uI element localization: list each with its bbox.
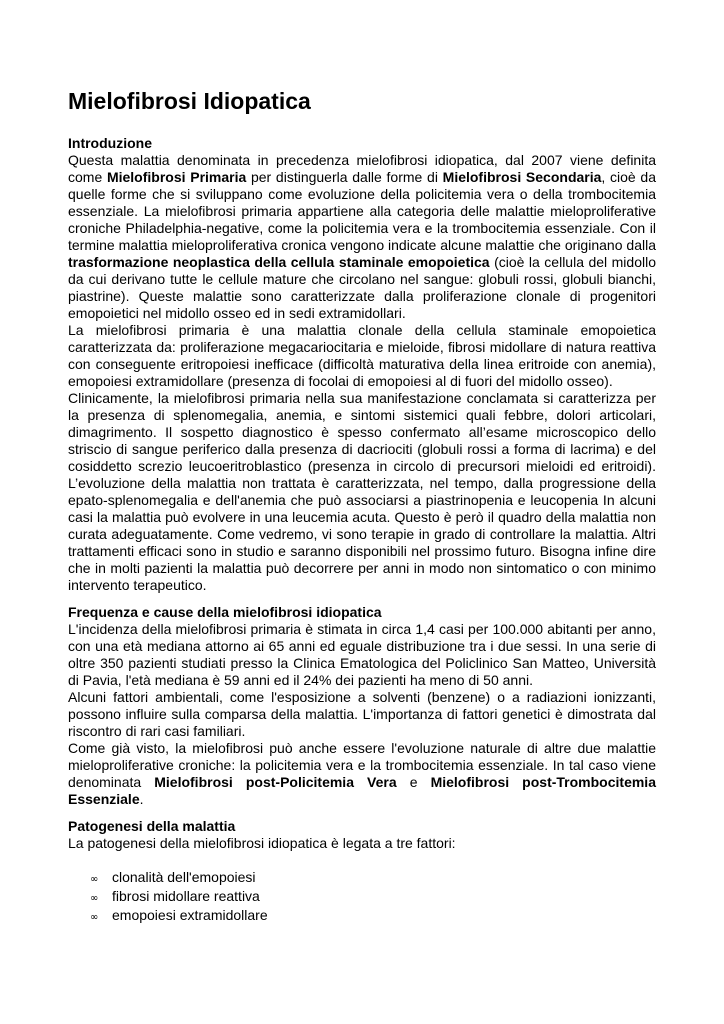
document-title: Mielofibrosi Idiopatica (68, 88, 311, 114)
text-run: , cioè da quelle forme che si sviluppano come evoluzione della policitemia vera o della trombocitemia essenziale. La mielofibrosi primaria appartiene alla categoria delle malattie mieloproliferative croniche Philadelphia-negative, come la policitemia vera e la trombocitemia essenziale. Con il termine malattia mieloproliferativa cronica vengono indicate alcune malattie che originano dalla (68, 169, 656, 253)
section-heading: Patogenesi della malattia (68, 818, 236, 834)
bold-text-run: Mielofibrosi Primaria (106, 169, 247, 185)
section-heading: Introduzione (68, 135, 152, 151)
list-item (90, 888, 656, 907)
bold-text-run: Mielofibrosi Secondaria (442, 169, 602, 185)
text-run: Alcuni fattori ambientali, come l'esposizione a solventi (benzene) o a radiazioni ionizzanti, possono influire sulla comparsa della malattia. L'importanza di fattori genetici è dimostrata dal riscontro di rari casi familiari. (68, 689, 656, 739)
infinity-bullet-icon: ∞ (90, 874, 99, 885)
text-run: La patogenesi della mielofibrosi idiopatica è legata a tre fattori: (68, 835, 456, 851)
infinity-bullet-icon: ∞ (90, 893, 99, 904)
bullet-list (68, 869, 656, 926)
text-run: L'incidenza della mielofibrosi primaria è stimata in circa 1,4 casi per 100.000 abitanti per anno, con una età mediana attorno ai 65 anni ed eguale distribuzione tra i due sessi. In una serie di oltre 350 pazienti studiati presso la Clinica Ematologica del Policlinico San Matteo, Università di Pavia, l'età mediana è 59 anni ed il 24% dei pazienti ha meno di 50 anni. (68, 621, 656, 688)
bold-text-run: trasformazione neoplastica della cellula staminale emopoietica (68, 254, 490, 270)
paragraph (68, 322, 656, 390)
text-run: (cioè la cellula del midollo da cui derivano tutte le cellule mature che circolano nel sangue: globuli rossi, globuli bianchi, piastrine). Queste malattie sono caratterizzate dalla proliferazione clonale di progenitori emopoietici nel midollo osseo ed in sedi extramidollari. (68, 254, 656, 321)
paragraph (68, 689, 656, 740)
text-run: e (396, 774, 431, 790)
bold-text-run: Mielofibrosi post-Policitemia Vera (154, 774, 397, 790)
list-item-text: clonalità dell'emopoiesi (112, 869, 256, 885)
text-run: Questa malattia denominata in precedenza mielofibrosi idiopatica, dal 2007 viene definita come (68, 152, 656, 185)
list-item-text: fibrosi midollare reattiva (112, 888, 260, 904)
spacer (68, 852, 656, 869)
section-heading: Frequenza e cause della mielofibrosi idiopatica (68, 604, 382, 620)
section-introduzione (68, 135, 656, 594)
text-run: per distinguerla dalle forme di (246, 169, 443, 185)
paragraph (68, 390, 656, 594)
text-run: La mielofibrosi primaria è una malattia clonale della cellula staminale emopoietica caratterizzata da: proliferazione megacariocitaria e mieloide, fibrosi midollare di natura reattiva con conseguente eritropoiesi inefficace (difficoltà maturativa della linea eritroide con anemia), emopoiesi extramidollare (presenza di focolai di emopoiesi al di fuori del midollo osseo). (68, 322, 656, 389)
text-run: . (139, 791, 144, 807)
text-run: Come già visto, la mielofibrosi può anche essere l'evoluzione naturale di altre due malattie mieloproliferative croniche: la policitemia vera e la trombocitemia essenziale. In tal caso viene denominata (68, 740, 656, 790)
paragraph (68, 621, 656, 689)
section-patogenesi (68, 818, 656, 926)
list-item (90, 869, 656, 888)
bold-text-run: Mielofibrosi post-Trombocitemia Essenziale (68, 774, 656, 807)
section-frequenza-cause (68, 604, 656, 808)
paragraph (68, 152, 656, 322)
list-item (90, 907, 656, 926)
paragraph (68, 740, 656, 808)
paragraph (68, 835, 656, 852)
infinity-bullet-icon: ∞ (90, 912, 99, 923)
list-item-text: emopoiesi extramidollare (112, 907, 268, 923)
text-run: Clinicamente, la mielofibrosi primaria nella sua manifestazione conclamata si caratterizza per la presenza di splenomegalia, anemia, e sintomi sistemici quali febbre, dolori articolari, dimagrimento. Il sospetto diagnostico è spesso confermato all’esame microscopico dello striscio di sangue periferico dalla presenza di dacriociti (globuli rossi a forma di lacrima) e del cosiddetto screzio leucoeritroblastico (presenza in circolo di precursori mieloidi ed eritroidi). L’evoluzione della malattia non trattata è caratterizzata, nel tempo, dalla progressione della epato-splenomegalia e dell'anemia che può associarsi a piastrinopenia e leucopenia In alcuni casi la malattia può evolvere in una leucemia acuta. Questo è però il quadro della malattia non curata adeguatamente. Come vedremo, vi sono terapie in grado di controllare la malattia. Altri trattamenti efficaci sono in studio e saranno disponibili nel prossimo futuro. Bisogna infine dire che in molti pazienti la malattia può decorrere per anni in modo non sintomatico o con minimo intervento terapeutico. (68, 390, 656, 593)
